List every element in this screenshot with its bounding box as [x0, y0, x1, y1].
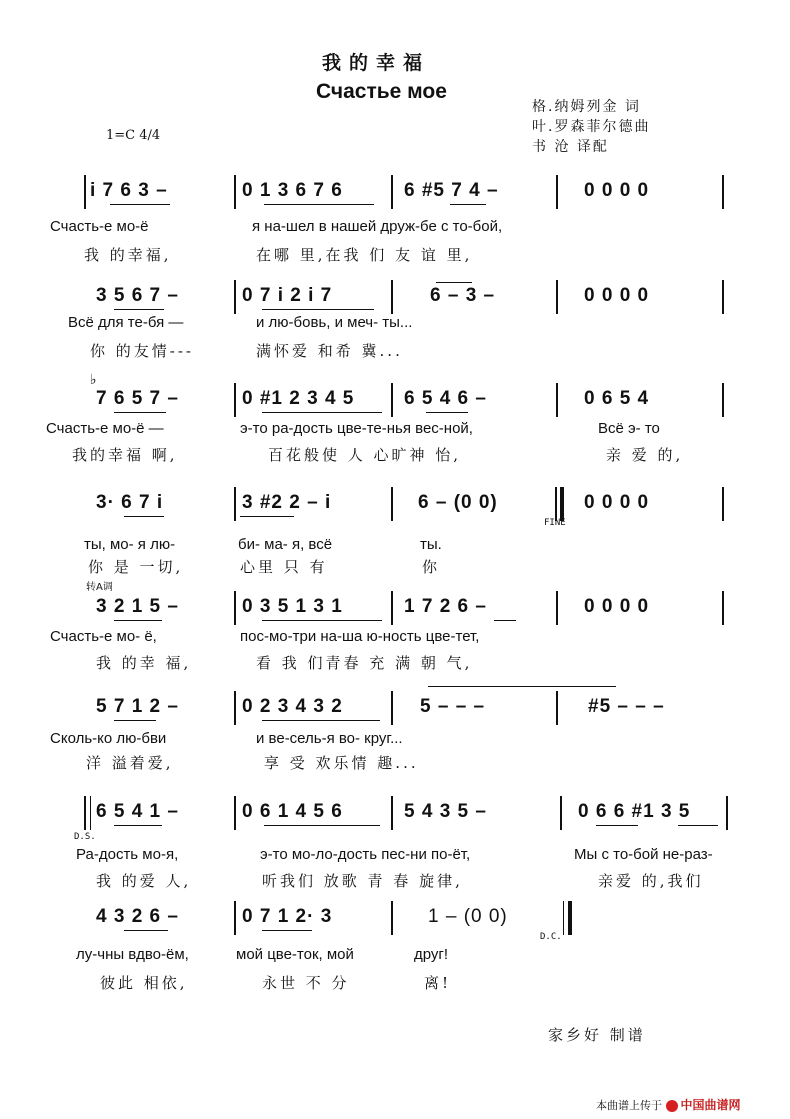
barline — [234, 901, 236, 935]
lyric-ru-8-1: лу-чны вдво-ём, — [76, 946, 189, 963]
lyric-ru-1-1: Счасть-е мо-ё — [50, 218, 149, 235]
barline — [556, 591, 558, 625]
barline-start — [84, 175, 86, 209]
lyric-ru-6-2: и ве-сель-я во- круг... — [256, 730, 403, 747]
underline — [264, 204, 374, 205]
underline — [114, 620, 162, 621]
barline — [556, 175, 558, 209]
barline — [391, 796, 393, 830]
lyric-ru-8-2: мой цве-ток, мой — [236, 946, 354, 963]
barline-end — [722, 383, 724, 417]
barline — [391, 591, 393, 625]
barline — [556, 691, 558, 725]
measure-6-3: 5 – – – — [420, 696, 486, 717]
measure-4-2: 3 #2 2 – i — [242, 492, 332, 513]
lyric-zh-1-2: 在哪 里,在我 们 友 谊 里, — [256, 246, 473, 264]
lyric-zh-6-2: 享 受 欢乐情 趣... — [264, 754, 419, 772]
site-logo-icon — [666, 1100, 678, 1112]
barline — [391, 280, 393, 314]
fine-marking: FINE — [544, 518, 566, 528]
barline — [234, 280, 236, 314]
underline — [114, 825, 162, 826]
measure-5-2: 0 3 5 1 3 1 — [242, 596, 343, 617]
lyric-zh-1-1: 我 的幸福, — [84, 246, 172, 264]
lyric-ru-4-1: ты, мо- я лю- — [84, 536, 176, 553]
underline — [114, 720, 156, 721]
lyric-zh-3-1: 我的幸福 啊, — [72, 446, 178, 464]
flat-sign: ♭ — [90, 372, 97, 388]
measure-1-3: 6 #5 7 4 – — [404, 180, 499, 201]
underline — [596, 825, 638, 826]
lyric-ru-7-3: Мы с то-бой не-раз- — [574, 846, 713, 863]
lyric-ru-2-2: и лю-бовь, и меч- ты... — [256, 314, 413, 331]
underline — [426, 412, 468, 413]
lyric-zh-5-2: 看 我 们青春 充 满 朝 气, — [256, 654, 473, 672]
barline — [391, 691, 393, 725]
underline — [110, 204, 170, 205]
barline — [234, 487, 236, 521]
measure-4-1: 3· 6 7 i — [96, 492, 164, 513]
barline-end — [722, 280, 724, 314]
underline — [124, 930, 168, 931]
lyric-ru-8-3: друг! — [414, 946, 449, 963]
ds-marking: D.S. — [74, 832, 96, 842]
dc-marking: D.C. — [540, 932, 562, 942]
underline — [262, 930, 312, 931]
barline-end — [722, 591, 724, 625]
lyric-zh-8-1: 彼此 相依, — [100, 974, 188, 992]
lyric-zh-4-1: 你 是 一切, — [88, 558, 184, 576]
lyric-ru-1-2: я на-шел в нашей друж-бе с то-бой, — [252, 218, 503, 235]
lyric-ru-3-3: Всё э- то — [598, 420, 660, 437]
measure-7-4: 0 6 6 #1 3 5 — [578, 801, 691, 822]
measure-1-1: i 7 6 3 – — [90, 180, 168, 201]
barline-final-thin — [563, 901, 564, 935]
barline — [556, 280, 558, 314]
site-footer — [596, 1096, 741, 1113]
barline — [391, 383, 393, 417]
lyric-zh-7-1: 我 的爱 人, — [96, 872, 192, 890]
song-title-russian: Счастье мое — [316, 80, 447, 103]
lyric-ru-5-1: Счасть-е мо- ё, — [50, 628, 157, 645]
tie — [436, 282, 472, 283]
maker-credit: 家乡好 制谱 — [548, 1026, 646, 1044]
measure-1-4: 0 0 0 0 — [584, 180, 650, 201]
measure-3-3: 6 5 4 6 – — [404, 388, 487, 409]
composer-credit: 叶.罗森菲尔德曲 — [532, 119, 651, 135]
measure-6-1: 5 7 1 2 – — [96, 696, 179, 717]
measure-5-3: 1 7 2 6 – — [404, 596, 487, 617]
measure-5-4: 0 0 0 0 — [584, 596, 650, 617]
measure-2-3: 6 – 3 – — [430, 285, 496, 306]
underline — [450, 204, 486, 205]
barline-double-thick — [560, 487, 564, 521]
barline-final-thick — [568, 901, 572, 935]
lyric-zh-8-2: 永世 不 分 — [262, 974, 350, 992]
lyric-ru-6-1: Сколь-ко лю-бви — [50, 730, 167, 747]
lyric-ru-7-2: э-то мо-ло-дость пес-ни по-ёт, — [260, 846, 471, 863]
barline-end — [722, 175, 724, 209]
underline — [678, 825, 718, 826]
measure-5-1: 3 2 1 5 – — [96, 596, 179, 617]
lyricist-credit: 格.纳姆列金 词 — [532, 99, 641, 115]
lyric-zh-4-3: 你 — [422, 558, 441, 576]
barline — [391, 487, 393, 521]
measure-3-4: 0 6 5 4 — [584, 388, 650, 409]
barline — [234, 591, 236, 625]
lyric-zh-2-1: 你 的友情--- — [90, 342, 194, 360]
lyric-zh-8-3: 离! — [424, 974, 452, 992]
lyric-ru-3-1: Счасть-е мо-ё — — [46, 420, 164, 437]
measure-7-3: 5 4 3 5 – — [404, 801, 487, 822]
measure-7-1: 6 5 4 1 – — [96, 801, 179, 822]
lyric-zh-3-3: 亲 爱 的, — [606, 446, 684, 464]
measure-2-2: 0 7 i 2 i 7 — [242, 285, 333, 306]
lyric-zh-4-2: 心里 只 有 — [240, 558, 328, 576]
measure-1-2: 0 1 3 6 7 6 — [242, 180, 343, 201]
lyric-zh-5-1: 我 的幸 福, — [96, 654, 192, 672]
song-title-chinese: 我的幸福 — [322, 52, 431, 74]
translator-credit: 书 沧 译配 — [532, 139, 609, 155]
tie — [428, 686, 616, 687]
measure-6-4: #5 – – – — [588, 696, 665, 717]
site-name: 中国曲谱网 — [680, 1098, 741, 1112]
underline — [124, 516, 164, 517]
barline — [234, 383, 236, 417]
underline — [494, 620, 516, 621]
underline — [114, 412, 166, 413]
lyric-ru-4-3: ты. — [420, 536, 442, 553]
repeat-start-thick — [84, 796, 86, 830]
lyric-ru-3-2: э-то ра-дость цве-те-нья вес-ной, — [240, 420, 473, 437]
measure-4-4: 0 0 0 0 — [584, 492, 650, 513]
measure-8-2: 0 7 1 2· 3 — [242, 906, 333, 927]
lyric-zh-7-3: 亲爱 的,我们 — [598, 872, 704, 890]
measure-4-3: 6 – (0 0) — [418, 492, 498, 513]
barline — [391, 901, 393, 935]
measure-3-1: 7 6 5 7 – — [96, 388, 179, 409]
barline — [234, 175, 236, 209]
underline — [240, 516, 294, 517]
underline — [262, 720, 380, 721]
measure-8-1: 4 3 2 6 – — [96, 906, 179, 927]
upload-note: 本曲谱上传于 — [596, 1099, 662, 1112]
underline — [262, 620, 382, 621]
measure-3-2: 0 #1 2 3 4 5 — [242, 388, 355, 409]
measure-2-1: 3 5 6 7 – — [96, 285, 179, 306]
barline — [556, 383, 558, 417]
lyric-zh-7-2: 听我们 放歌 青 春 旋律, — [262, 872, 463, 890]
repeat-start-thin — [90, 796, 91, 830]
barline — [391, 175, 393, 209]
lyric-ru-4-2: би- ма- я, всё — [238, 536, 333, 553]
lyric-ru-7-1: Ра-дость мо-я, — [76, 846, 179, 863]
modulation-marking: 转A调 — [86, 582, 113, 593]
barline-end — [726, 796, 728, 830]
lyric-zh-2-2: 满怀爱 和希 冀... — [256, 342, 403, 360]
underline — [262, 309, 374, 310]
lyric-ru-5-2: пос-мо-три на-ша ю-ность цве-тет, — [240, 628, 480, 645]
key-signature: 1=C 4/4 — [106, 128, 161, 143]
barline-end — [722, 487, 724, 521]
lyric-zh-6-1: 洋 溢着爱, — [86, 754, 174, 772]
measure-7-2: 0 6 1 4 5 6 — [242, 801, 343, 822]
barline — [560, 796, 562, 830]
underline — [114, 309, 164, 310]
barline — [234, 691, 236, 725]
measure-8-3: 1 – (0 0) — [428, 906, 508, 927]
lyric-ru-2-1: Всё для те-бя — — [68, 314, 184, 331]
lyric-zh-3-2: 百花般使 人 心旷神 怡, — [268, 446, 462, 464]
barline — [234, 796, 236, 830]
underline — [264, 825, 380, 826]
measure-6-2: 0 2 3 4 3 2 — [242, 696, 343, 717]
measure-2-4: 0 0 0 0 — [584, 285, 650, 306]
barline-double — [555, 487, 557, 521]
underline — [262, 412, 382, 413]
